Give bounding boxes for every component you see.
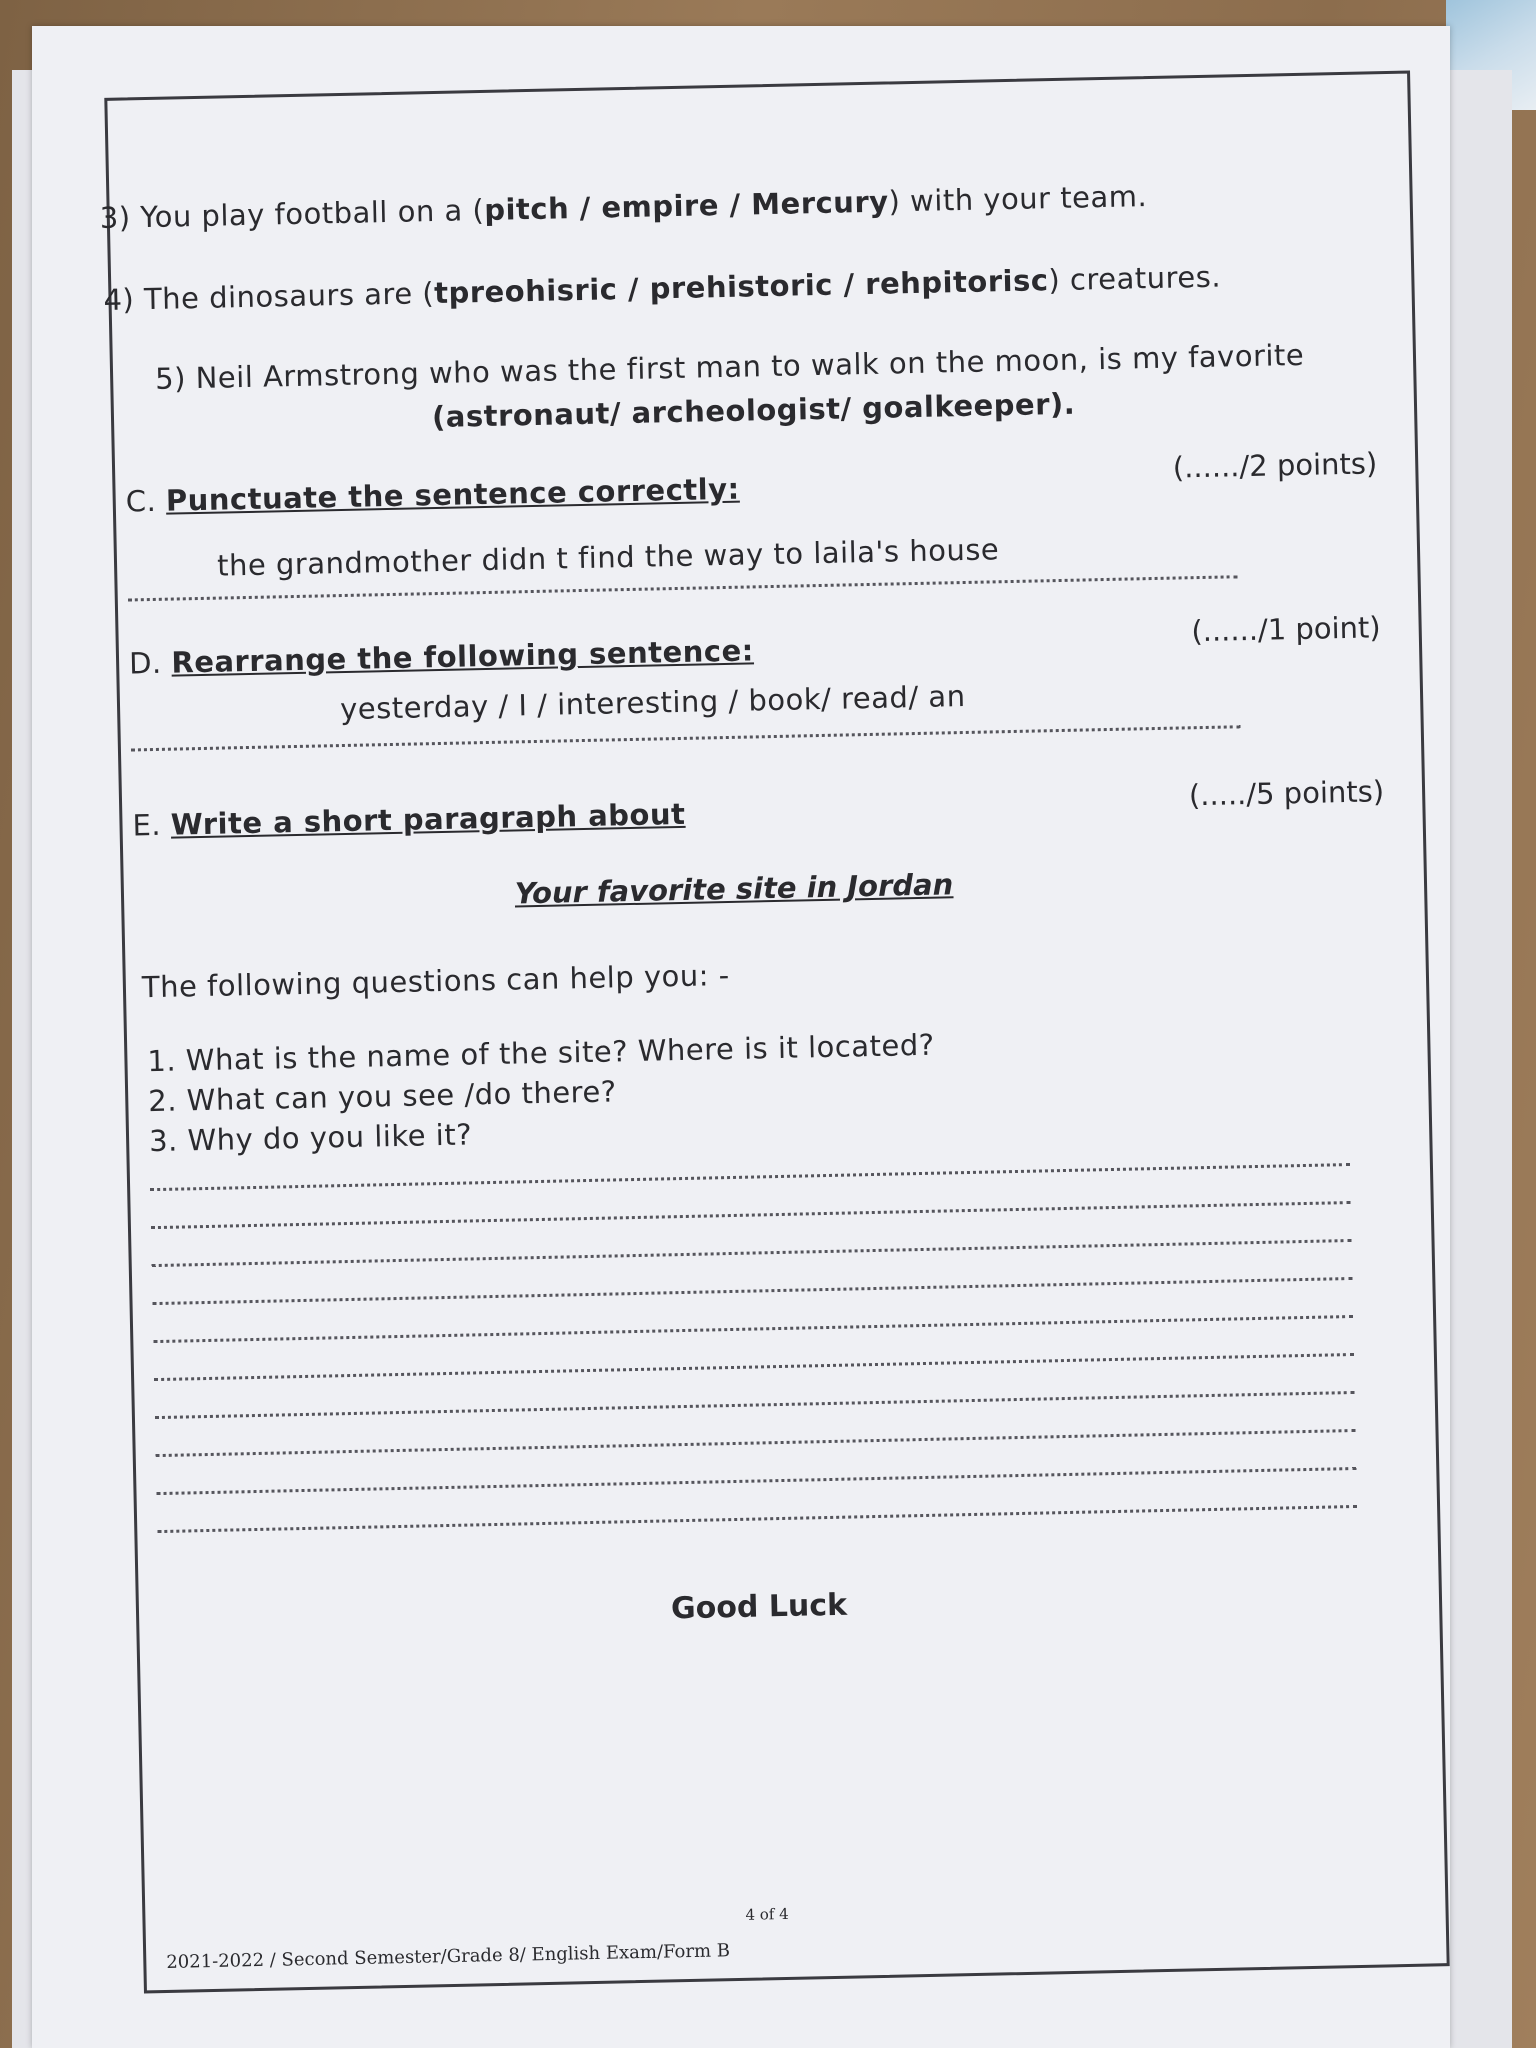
helper-question-1: 1. What is the name of the site? Where is it located?	[147, 1027, 935, 1079]
helper-question-3: 3. Why do you like it?	[148, 1117, 473, 1159]
good-luck: Good Luck	[670, 1587, 848, 1627]
question-5: 5) Neil Armstrong who was the first man to walk on the moon, is my favorite	[154, 337, 1305, 396]
question-4: 4) The dinosaurs are (tpreohisric / prehistoric / rehpitorisc) creatures.	[103, 259, 1222, 317]
section-d-words: yesterday / I / interesting / book/ read/ an	[339, 678, 966, 727]
writing-line[interactable]	[153, 1277, 1353, 1305]
writing-line[interactable]	[157, 1505, 1357, 1533]
footer-exam-info: 2021-2022 / Second Semester/Grade 8/ English Exam/Form B	[166, 1940, 731, 1973]
writing-line[interactable]	[155, 1391, 1355, 1419]
helper-question-2: 2. What can you see /do there?	[147, 1074, 617, 1119]
page-number: 4 of 4	[745, 1904, 789, 1924]
writing-line[interactable]	[154, 1353, 1354, 1381]
question-3-choices: pitch / empire / Mercury	[483, 184, 889, 227]
section-c-points: (....../2 points)	[1172, 446, 1378, 485]
section-d-points: (....../1 point)	[1190, 610, 1382, 649]
question-4-choices: tpreohisric / prehistoric / rehpitorisc	[433, 263, 1049, 311]
question-3: 3) You play football on a (pitch / empire / Mercury) with your team.	[99, 179, 1148, 235]
section-e-points: (...../5 points)	[1188, 774, 1385, 813]
helper-intro: The following questions can help you: -	[141, 957, 730, 1005]
writing-line[interactable]	[153, 1315, 1353, 1343]
answer-line[interactable]	[131, 725, 1241, 751]
exam-page	[32, 26, 1450, 2048]
section-c-sentence: the grandmother didn t find the way to laila's house	[216, 532, 1000, 583]
question-5-choices: (astronaut/ archeologist/ goalkeeper).	[431, 386, 1076, 435]
section-e-heading: E. Write a short paragraph about	[132, 796, 686, 843]
writing-line[interactable]	[156, 1467, 1356, 1495]
writing-line[interactable]	[151, 1201, 1351, 1229]
writing-line[interactable]	[152, 1239, 1352, 1267]
paragraph-topic: Your favorite site in Jordan	[514, 867, 954, 911]
section-d-heading: D. Rearrange the following sentence:	[128, 633, 755, 681]
section-c-heading: C. Punctuate the sentence correctly:	[125, 471, 740, 519]
writing-line[interactable]	[150, 1163, 1350, 1191]
exam-frame	[99, 71, 1449, 1994]
writing-line[interactable]	[156, 1429, 1356, 1457]
